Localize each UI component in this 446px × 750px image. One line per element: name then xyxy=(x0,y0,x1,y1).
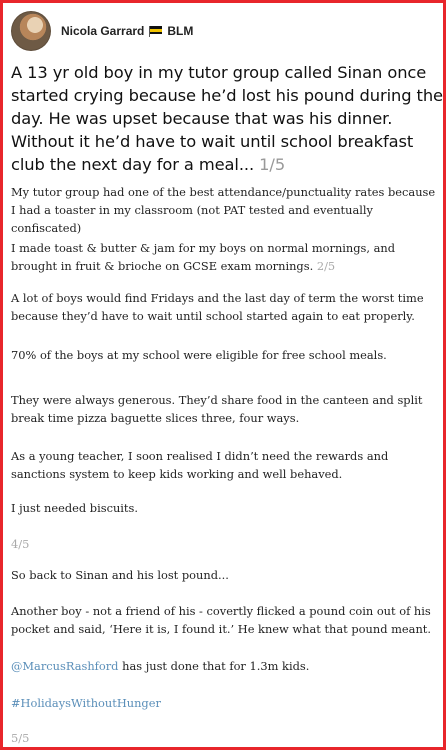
paragraph-9: Another boy - not a friend of his - covertly flicked a pound coin out of his pocket and said, ‘Here it is, I found it.’ He knew what that pound meant. xyxy=(11,604,431,636)
author-name[interactable]: Nicola Garrard xyxy=(61,24,145,38)
avatar[interactable] xyxy=(11,11,51,51)
paragraph-1: My tutor group had one of the best attendance/punctuality rates because I had a toaster in my classroom (not PAT tested and eventually confiscated) xyxy=(11,185,436,235)
author-tag: BLM xyxy=(167,24,194,38)
hashtag-link[interactable]: #HolidaysWithoutHunger xyxy=(11,696,161,710)
paragraph-8: So back to Sinan and his lost pound... xyxy=(11,568,229,582)
author-name-row xyxy=(61,24,193,38)
headline-count: 1/5 xyxy=(259,155,286,174)
paragraph-7: I just needed biscuits. xyxy=(11,501,138,515)
headline-text: A 13 yr old boy in my tutor group called Sinan once started crying because he’d lost his pound during the day. He was upset because that was his dinner. Without it he’d have to wait until school breakfast club the next day for a meal... xyxy=(11,63,443,174)
paragraph-10-text: has just done that for 1.3m kids. xyxy=(118,659,310,673)
paragraph-6: As a young teacher, I soon realised I didn’t need the rewards and sanctions system to keep kids working and well behaved. xyxy=(11,449,389,481)
thread-headline xyxy=(11,61,443,176)
paragraph-10 xyxy=(11,657,443,675)
flag-icon xyxy=(149,26,163,37)
paragraph-4: 70% of the boys at my school were eligible for free school meals. xyxy=(11,348,387,362)
paragraph-2-count: 2/5 xyxy=(316,259,336,273)
paragraph-2-text: I made toast & butter & jam for my boys on normal mornings, and brought in fruit & brioche on GCSE exam mornings. xyxy=(11,241,396,273)
mention-link[interactable]: @MarcusRashford xyxy=(11,659,119,673)
count-4: 4/5 xyxy=(11,537,30,551)
author-header xyxy=(11,9,193,53)
count-5: 5/5 xyxy=(11,731,30,745)
paragraph-5: They were always generous. They’d share food in the canteen and split break time pizza baguette slices three, four ways. xyxy=(11,393,423,425)
paragraph-2 xyxy=(11,239,443,275)
paragraph-3: A lot of boys would find Fridays and the last day of term the worst time because they’d have to wait until school started again to eat properly. xyxy=(11,291,424,323)
